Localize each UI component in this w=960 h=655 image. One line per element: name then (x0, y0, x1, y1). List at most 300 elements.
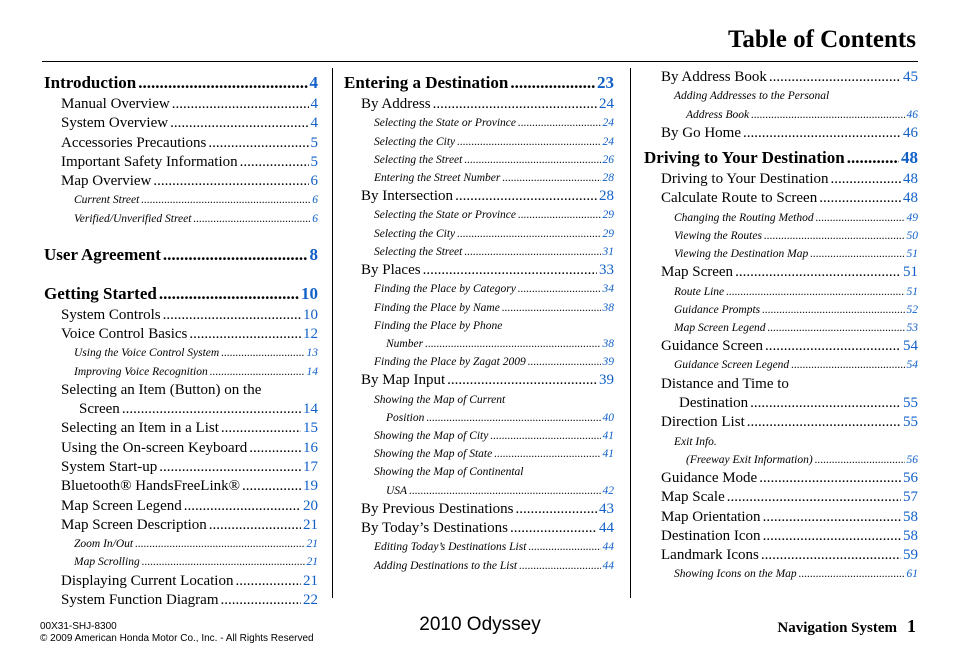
toc-entry-title: Manual Overview (61, 96, 170, 112)
toc-subentry[interactable] (344, 151, 614, 169)
toc-entry-title: By Address Book (661, 69, 767, 85)
toc-page-link[interactable]: 38 (602, 301, 614, 314)
header-rule (42, 61, 918, 62)
dot-leader (221, 344, 304, 362)
toc-entry-title: USA (386, 484, 408, 497)
dot-leader (516, 500, 598, 519)
toc-entry-title: Position (386, 411, 425, 424)
toc-subentry[interactable] (344, 225, 614, 243)
toc-page-link[interactable]: 21 (306, 538, 318, 551)
dot-leader (426, 409, 600, 427)
toc-page-link[interactable]: 52 (906, 303, 918, 316)
toc-page-link[interactable]: 21 (306, 556, 318, 569)
toc-subentry[interactable] (644, 227, 918, 245)
toc-page-link[interactable]: 50 (906, 229, 918, 242)
dot-leader (425, 335, 600, 353)
toc-subentry[interactable] (644, 283, 918, 301)
toc-entry[interactable] (644, 527, 918, 546)
toc-entry-title: Current Street (74, 194, 140, 207)
toc-entry-title: Voice Control Basics (61, 326, 188, 343)
toc-page-link[interactable]: 28 (599, 188, 614, 205)
toc-entry[interactable] (44, 419, 318, 438)
dot-leader (751, 106, 904, 124)
dot-leader (743, 124, 901, 143)
dot-leader (447, 371, 597, 390)
toc-subentry[interactable] (44, 553, 318, 571)
toc-entry[interactable] (644, 488, 918, 507)
dot-leader (502, 169, 600, 187)
toc-entry[interactable] (644, 170, 918, 189)
toc-entry[interactable] (644, 546, 918, 565)
toc-subentry[interactable] (344, 133, 614, 151)
toc-section-heading[interactable] (644, 147, 918, 168)
toc-entry-title: Map Screen Legend (674, 321, 766, 334)
toc-entry-title: Improving Voice Recognition (74, 365, 208, 378)
toc-subentry[interactable] (344, 206, 614, 224)
toc-subentry[interactable] (344, 243, 614, 261)
toc-entry-title: Selecting the Street (374, 153, 463, 166)
dot-leader (172, 95, 309, 114)
toc-entry[interactable] (44, 306, 318, 325)
toc-page-link[interactable]: 26 (602, 153, 614, 166)
toc-entry-title: By Today’s Destinations (361, 520, 509, 537)
toc-subentry[interactable] (644, 433, 918, 469)
toc-subentry[interactable] (344, 445, 614, 463)
toc-entry[interactable] (644, 337, 918, 356)
toc-entry-title: Showing the Map of City (374, 430, 489, 443)
toc-subentry[interactable] (644, 245, 918, 263)
toc-entry-title: Viewing the Routes (674, 229, 762, 242)
toc-page-link[interactable]: 58 (903, 527, 918, 544)
toc-page-link[interactable]: 21 (303, 516, 318, 533)
toc-entry-title: Map Overview (61, 173, 152, 190)
toc-entry-title: Verified/Unverified Street (74, 212, 192, 225)
dot-leader (209, 516, 301, 535)
toc-page-link[interactable]: 44 (602, 559, 614, 572)
toc-entry-title: Map Screen (661, 264, 734, 281)
toc-entry-title: By Places (361, 262, 421, 279)
toc-page-link[interactable]: 22 (303, 591, 318, 608)
toc-page-link[interactable]: 57 (903, 489, 918, 506)
dot-leader (210, 363, 305, 381)
toc-entry-title: Showing the Map of State (374, 448, 493, 461)
dot-leader (464, 243, 600, 261)
toc-page-link[interactable]: 42 (602, 484, 614, 497)
dot-leader (208, 134, 308, 153)
toc-entry-title: Distance and Time to (661, 375, 789, 392)
toc-subentry[interactable] (44, 363, 318, 381)
toc-entry-title: Finding the Place by Category (374, 283, 516, 296)
toc-subentry[interactable] (44, 535, 318, 553)
toc-page-link[interactable]: 6 (310, 173, 318, 190)
toc-section-heading[interactable] (44, 72, 318, 93)
toc-subentry[interactable] (344, 280, 614, 298)
dot-leader (510, 72, 595, 93)
toc-entry-title: Selecting the City (374, 135, 456, 148)
toc-subentry[interactable] (344, 463, 614, 499)
toc-page-link[interactable]: 55 (903, 414, 918, 431)
dot-leader (138, 72, 307, 93)
toc-page-link[interactable]: 34 (602, 283, 614, 296)
toc-page-link[interactable]: 39 (599, 372, 614, 389)
toc-page-link[interactable]: 8 (309, 244, 318, 264)
toc-page-link[interactable]: 48 (903, 171, 918, 187)
toc-entry-title: Entering the Street Number (374, 171, 501, 184)
toc-page-link[interactable]: 17 (303, 459, 318, 476)
toc-entry-title: Screen (79, 401, 120, 418)
toc-subentry[interactable] (44, 191, 318, 209)
toc-page-link[interactable]: 61 (906, 568, 918, 581)
toc-page-link[interactable]: 41 (602, 430, 614, 443)
toc-page-link[interactable]: 58 (903, 508, 918, 525)
toc-page-link[interactable]: 5 (310, 153, 318, 170)
toc-entry-title: By Map Input (361, 372, 446, 389)
toc-page-link[interactable]: 24 (599, 96, 614, 112)
toc-entry[interactable] (344, 371, 614, 390)
toc-page-link[interactable]: 46 (903, 124, 918, 141)
toc-section-heading[interactable] (344, 72, 614, 93)
dot-leader (761, 546, 901, 565)
toc-subentry[interactable] (344, 299, 614, 317)
toc-subentry[interactable] (44, 344, 318, 362)
dot-leader (518, 280, 601, 298)
toc-entry-title: Selecting the Street (374, 245, 463, 258)
toc-entry-title: Selecting the State or Province (374, 209, 516, 222)
dot-leader (747, 413, 901, 432)
dot-leader (819, 189, 901, 208)
toc-column-3 (644, 68, 918, 584)
toc-page-link[interactable]: 10 (303, 306, 318, 323)
toc-entry[interactable] (344, 261, 614, 280)
toc-entry-title: Guidance Prompts (674, 303, 761, 316)
toc-page-link[interactable]: 44 (602, 541, 614, 554)
toc-entry-title: Using the On-screen Keyboard (61, 439, 248, 456)
toc-page-link[interactable]: 51 (906, 248, 918, 260)
toc-entry-title: Map Screen Description (61, 516, 207, 533)
toc-entry-title: Bluetooth® HandsFreeLink® (61, 478, 241, 495)
page-number: 1 (907, 616, 916, 636)
toc-entry-title: By Intersection (361, 188, 454, 205)
toc-subentry[interactable] (344, 427, 614, 445)
toc-entry[interactable] (644, 413, 918, 432)
toc-entry-title: Introduction (44, 73, 137, 92)
toc-page-link[interactable]: 6 (312, 212, 318, 225)
toc-entry-title: Showing the Map of Continental (374, 466, 524, 479)
toc-entry[interactable] (44, 572, 318, 591)
toc-column-1 (44, 68, 318, 610)
dot-leader (763, 527, 901, 546)
toc-page-link[interactable]: 4 (310, 96, 318, 112)
dot-leader (750, 394, 901, 413)
toc-entry-title: Zoom In/Out (74, 538, 134, 551)
dot-leader (135, 535, 304, 553)
dot-leader (799, 565, 905, 583)
toc-page-link[interactable]: 15 (303, 420, 318, 437)
dot-leader (763, 508, 901, 527)
toc-page-link[interactable]: 10 (301, 283, 318, 303)
toc-page-link[interactable]: 43 (599, 500, 614, 517)
toc-entry[interactable] (644, 508, 918, 527)
toc-page-link[interactable]: 41 (602, 448, 614, 461)
toc-entry[interactable] (344, 500, 614, 519)
dot-leader (235, 572, 301, 591)
column-divider (630, 68, 631, 598)
toc-entry[interactable] (44, 381, 318, 420)
toc-entry[interactable] (44, 458, 318, 477)
dot-leader (502, 299, 601, 317)
toc-entry-title: (Freeway Exit Information) (686, 453, 813, 466)
toc-subentry[interactable] (44, 210, 318, 228)
toc-entry-title: By Go Home (661, 124, 741, 141)
toc-entry-title: Getting Started (44, 283, 157, 303)
dot-leader (518, 114, 601, 132)
dot-leader (193, 210, 310, 228)
dot-leader (240, 153, 309, 172)
dot-leader (153, 172, 308, 191)
toc-entry-title: Selecting an Item (Button) on the (61, 381, 262, 398)
toc-page-link[interactable]: 16 (303, 439, 318, 456)
toc-page-link[interactable]: 51 (903, 264, 918, 281)
toc-page-link[interactable]: 23 (597, 73, 614, 92)
toc-entry[interactable] (44, 477, 318, 496)
toc-page-link[interactable]: 46 (906, 108, 918, 121)
toc-subentry[interactable] (344, 391, 614, 427)
dot-leader (528, 353, 601, 371)
toc-entry[interactable] (644, 124, 918, 143)
toc-page-link[interactable]: 49 (906, 211, 918, 224)
toc-page-link[interactable]: 44 (599, 520, 614, 537)
dot-leader (490, 427, 600, 445)
dot-leader (762, 301, 904, 319)
toc-entry[interactable] (44, 153, 318, 172)
column-divider (332, 68, 333, 598)
toc-page-link[interactable]: 13 (306, 347, 318, 360)
toc-entry-title: Calculate Route to Screen (661, 190, 818, 207)
dot-leader (494, 445, 600, 463)
dot-leader (769, 68, 901, 87)
toc-section-heading[interactable] (44, 244, 318, 265)
toc-subentry[interactable] (644, 87, 918, 123)
toc-page-link[interactable]: 54 (903, 338, 918, 355)
toc-entry[interactable] (44, 172, 318, 191)
toc-entry[interactable] (344, 95, 614, 114)
toc-entry-title: Route Line (674, 285, 725, 298)
toc-subentry[interactable] (644, 565, 918, 583)
toc-entry[interactable] (44, 439, 318, 458)
toc-page-link[interactable]: 20 (303, 497, 318, 514)
dot-leader (159, 458, 301, 477)
toc-subentry[interactable] (644, 356, 918, 374)
toc-entry-title: Showing the Map of Current (374, 393, 506, 406)
toc-entry-title: Selecting the City (374, 227, 456, 240)
dot-leader (810, 245, 904, 263)
dot-leader (510, 519, 597, 538)
toc-section-heading[interactable] (44, 283, 318, 304)
toc-page-link[interactable]: 59 (903, 547, 918, 564)
dot-leader (464, 151, 600, 169)
dot-leader (242, 477, 301, 496)
toc-entry-title: Important Safety Information (61, 153, 238, 170)
toc-subentry[interactable] (344, 169, 614, 187)
toc-entry-title: Adding Destinations to the List (374, 559, 518, 572)
toc-page-link[interactable]: 21 (303, 572, 318, 589)
toc-entry-title: Changing the Routing Method (674, 211, 814, 224)
toc-entry-title: Finding the Place by Name (374, 301, 500, 314)
document-code: 00X31-SHJ-8300 (40, 621, 117, 632)
toc-entry[interactable] (44, 325, 318, 344)
dot-leader (221, 591, 302, 610)
dot-leader (457, 133, 600, 151)
toc-entry-title: Destination Icon (661, 527, 761, 544)
toc-page-link[interactable]: 14 (303, 401, 318, 418)
toc-entry-title: Map Orientation (661, 508, 761, 525)
toc-page-link[interactable]: 48 (901, 148, 918, 167)
dot-leader (727, 488, 901, 507)
toc-entry-title: Using the Voice Control System (74, 347, 220, 360)
toc-subentry[interactable] (344, 538, 614, 556)
dot-leader (518, 206, 601, 224)
toc-entry-title: Driving to Your Destination (661, 171, 829, 187)
toc-entry-title: User Agreement (44, 244, 161, 264)
dot-leader (423, 261, 597, 280)
toc-page-link[interactable]: 5 (310, 134, 318, 151)
toc-entry-title: System Start-up (61, 459, 158, 476)
toc-entry-title: System Controls (61, 306, 161, 323)
toc-page-link[interactable]: 4 (309, 73, 318, 92)
toc-entry[interactable] (44, 114, 318, 133)
dot-leader (519, 557, 600, 575)
toc-entry-title: Finding the Place by Phone (374, 319, 503, 332)
dot-leader (409, 482, 600, 500)
toc-entry-title: Displaying Current Location (61, 572, 234, 589)
toc-entry[interactable] (44, 95, 318, 114)
toc-entry[interactable] (344, 519, 614, 538)
toc-page-link[interactable]: 51 (906, 285, 918, 298)
toc-entry-title: Address Book (686, 108, 750, 121)
toc-page-link[interactable]: 24 (602, 117, 614, 130)
section-name: Navigation System (777, 620, 897, 636)
toc-entry[interactable] (644, 375, 918, 414)
toc-page-link[interactable]: 31 (602, 245, 614, 258)
toc-page-link[interactable]: 33 (599, 262, 614, 279)
toc-entry-title: Number (386, 337, 424, 350)
toc-entry-title: By Previous Destinations (361, 500, 514, 517)
dot-leader (163, 244, 308, 265)
toc-page-link[interactable]: 12 (303, 326, 318, 343)
dot-leader (189, 325, 301, 344)
toc-entry-title: Selecting the State or Province (374, 117, 516, 130)
toc-entry-title: Direction List (661, 414, 745, 431)
dot-leader (528, 538, 600, 556)
toc-page-link[interactable]: 24 (602, 135, 614, 148)
toc-entry-title: Viewing the Destination Map (674, 248, 809, 260)
toc-entry-title: Guidance Screen Legend (674, 359, 790, 372)
toc-entry-title: Adding Addresses to the Personal (674, 90, 830, 103)
dot-leader (221, 419, 301, 438)
toc-entry-title: Guidance Screen (661, 338, 764, 355)
toc-page-link[interactable]: 56 (903, 469, 918, 486)
toc-entry-title: System Function Diagram (61, 591, 219, 608)
toc-page-link[interactable]: 40 (602, 411, 614, 424)
toc-page-link[interactable]: 29 (602, 209, 614, 222)
toc-page-link[interactable]: 28 (602, 171, 614, 184)
vehicle-model: 2010 Odyssey (419, 614, 541, 635)
toc-subentry[interactable] (344, 114, 614, 132)
dot-leader (141, 191, 310, 209)
toc-entry[interactable] (44, 591, 318, 610)
toc-entry[interactable] (644, 68, 918, 87)
toc-entry-title: Landmark Icons (661, 547, 759, 564)
toc-entry-title: Editing Today’s Destinations List (374, 541, 527, 554)
toc-subentry[interactable] (344, 557, 614, 575)
toc-page-link[interactable]: 4 (310, 115, 318, 132)
dot-leader (122, 400, 301, 419)
toc-subentry[interactable] (644, 319, 918, 337)
page-title: Table of Contents (728, 26, 916, 53)
toc-page-link[interactable]: 56 (906, 453, 918, 466)
toc-subentry[interactable] (344, 353, 614, 371)
toc-page-link[interactable]: 39 (602, 356, 614, 369)
copyright-notice: © 2009 American Honda Motor Co., Inc. - All Rights Reserved (40, 633, 314, 644)
dot-leader (249, 439, 301, 458)
toc-page-link[interactable]: 14 (306, 365, 318, 378)
toc-entry[interactable] (44, 134, 318, 153)
toc-spacer (44, 267, 318, 279)
toc-subentry[interactable] (644, 301, 918, 319)
dot-leader (184, 497, 301, 516)
toc-entry-title: Map Screen Legend (61, 497, 182, 514)
dot-leader (726, 283, 904, 301)
toc-entry[interactable] (44, 516, 318, 535)
toc-entry-title: Driving to Your Destination (644, 148, 845, 167)
dot-leader (764, 227, 905, 245)
toc-page-link[interactable]: 48 (903, 190, 918, 207)
toc-entry-title: System Overview (61, 115, 169, 132)
dot-leader (791, 356, 904, 374)
toc-page-link[interactable]: 45 (903, 69, 918, 85)
toc-page-link[interactable]: 53 (906, 321, 918, 334)
toc-entry-title: Destination (679, 394, 749, 411)
toc-subentry[interactable] (644, 209, 918, 227)
toc-entry[interactable] (44, 497, 318, 516)
dot-leader (768, 319, 905, 337)
toc-entry-title: Map Scale (661, 489, 725, 506)
toc-page-link[interactable]: 6 (312, 194, 318, 207)
toc-page-link[interactable]: 29 (602, 227, 614, 240)
dot-leader (831, 170, 901, 189)
dot-leader (455, 187, 597, 206)
toc-subentry[interactable] (344, 317, 614, 353)
toc-page-link[interactable]: 54 (906, 359, 918, 372)
dot-leader (457, 225, 600, 243)
toc-page-link[interactable]: 19 (303, 478, 318, 495)
toc-entry[interactable] (644, 189, 918, 208)
toc-page-link[interactable]: 38 (602, 337, 614, 350)
toc-entry-title: Showing Icons on the Map (674, 568, 797, 581)
toc-spacer (44, 228, 318, 240)
toc-entry[interactable] (644, 263, 918, 282)
dot-leader (735, 263, 901, 282)
toc-entry-title: Guidance Mode (661, 469, 758, 486)
toc-entry[interactable] (644, 469, 918, 488)
toc-entry-title: Map Scrolling (74, 556, 140, 569)
dot-leader (765, 337, 901, 356)
toc-page-link[interactable]: 55 (903, 394, 918, 411)
dot-leader (847, 147, 899, 168)
dot-leader (816, 209, 905, 227)
toc-entry-title: Entering a Destination (344, 73, 509, 92)
toc-entry[interactable] (344, 187, 614, 206)
